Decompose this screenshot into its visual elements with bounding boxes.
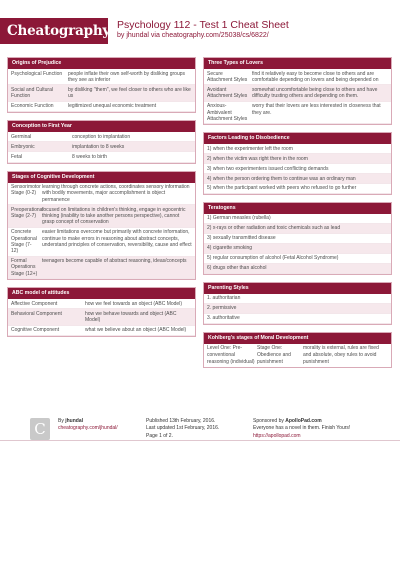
list-item: 1. authoritarian xyxy=(204,294,391,304)
row-key: Psychological Function xyxy=(11,70,63,77)
row-key: Preoperational Stage (2-7) xyxy=(11,206,44,219)
table xyxy=(204,69,391,124)
table-row xyxy=(8,205,195,228)
section-abc-model-of-attitudes xyxy=(7,287,196,337)
page-title: Psychology 112 - Test 1 Cheat Sheet xyxy=(117,19,289,31)
table-row xyxy=(8,152,195,162)
row-key: Social and Cultural Function xyxy=(11,86,53,100)
row-key: Secure Attachment Styles xyxy=(207,70,248,83)
row-value: how we behave towards and object (ABC Model) xyxy=(85,310,177,324)
updated-date: Last updated 1st February, 2016. xyxy=(146,425,220,432)
list-item: 4) cigarette smoking xyxy=(204,244,391,254)
section-cognitive-development xyxy=(7,171,196,281)
table-row xyxy=(8,299,195,309)
table-row xyxy=(204,69,391,85)
left-column xyxy=(7,57,196,344)
section-origins-of-prejudice xyxy=(7,57,196,113)
list-item: 2. permissive xyxy=(204,304,391,314)
section-title: Factors Leading to Disobedience xyxy=(204,133,391,144)
list-item: 5) regular consumption of alcohol (Fetal Alcohol Syndrome) xyxy=(204,254,391,264)
kohlberg-level: Level One: Pre-conventional reasoning (individual) xyxy=(207,345,255,366)
table xyxy=(8,132,195,163)
row-key: Sensorimotor Stage (0-2) xyxy=(11,184,41,197)
table-row xyxy=(204,102,391,125)
author-profile-link[interactable]: cheatography.com/jhundal/ xyxy=(58,425,118,432)
row-key: Avoidant Attachment Styles xyxy=(207,86,248,100)
row-value: how we feel towards an object (ABC Model) xyxy=(85,300,182,307)
author-name[interactable]: jhundal xyxy=(65,418,84,424)
table-row xyxy=(8,326,195,336)
kohlberg-description: morality is external, rules are fixed and absolute, obey rules to avoid punishment xyxy=(303,345,379,366)
sponsor-url-link[interactable]: https://apollopad.com xyxy=(253,432,301,439)
table-row xyxy=(8,183,195,206)
row-key: Formal Operations Stage (12+) xyxy=(11,258,38,277)
section-title: Stages of Cognitive Development xyxy=(8,172,195,183)
cheatography-logo[interactable]: Cheatography xyxy=(0,18,108,44)
page-number: Page 1 of 2. xyxy=(146,432,173,439)
section-title: Parenting Styles xyxy=(204,283,391,294)
table xyxy=(8,183,195,280)
section-title: Three Types of Lovers xyxy=(204,58,391,69)
kohlberg-row xyxy=(204,344,391,367)
author-line xyxy=(117,32,269,39)
table-row xyxy=(8,228,195,257)
list xyxy=(204,294,391,324)
table xyxy=(8,299,195,336)
section-teratogens xyxy=(203,202,392,275)
table-row xyxy=(8,142,195,152)
table-row xyxy=(8,102,195,112)
footer-sponsor xyxy=(253,418,350,440)
row-key: Affective Component xyxy=(11,300,58,307)
page-header xyxy=(0,0,400,52)
row-key: Concrete Operational Stage (7-12) xyxy=(11,229,37,254)
sponsor-tagline: Everyone has a novel in them. Finish Yours! xyxy=(253,425,351,432)
row-value: worry that their lovers are less interested in closeness that they are. xyxy=(252,103,381,116)
cheatography-footer-logo: C xyxy=(30,418,50,440)
list-item: 4) when the person ordering them to continue was an ordinary man xyxy=(204,174,391,184)
row-value: 8 weeks to birth xyxy=(72,153,108,160)
by-label: By xyxy=(58,418,64,424)
row-value: conception to implantation xyxy=(72,133,131,140)
table-row xyxy=(8,132,195,142)
sponsor-link[interactable]: ApolloPad.com xyxy=(285,418,322,424)
list xyxy=(204,144,391,194)
section-title: ABC model of attitudes xyxy=(8,288,195,299)
table-row xyxy=(8,309,195,325)
list xyxy=(204,214,391,274)
kohlberg-stage: Stage One: Obedience and punishment xyxy=(257,345,291,366)
row-value: focused on limitations in children's thinking, engage in egocentric thinking (inability to take another persons perspective), cannot grasp concept of conservation xyxy=(42,206,186,226)
list-item: 1) German measles (rubella) xyxy=(204,214,391,224)
right-column xyxy=(203,57,392,375)
section-title: Conception to First Year xyxy=(8,121,195,132)
table-row xyxy=(8,257,195,280)
section-title: Kohlberg's stages of Moral Development xyxy=(204,333,391,344)
table xyxy=(8,69,195,112)
table-row xyxy=(8,69,195,85)
row-value: learning through concrete actions, coordinates sensory information with bodily movements, major accomplishment is object permanence xyxy=(42,184,190,203)
table-row xyxy=(204,85,391,101)
row-value: teenagers become capable of abstract reasoning, ideas/concepts xyxy=(42,258,187,265)
footer-author xyxy=(58,418,118,433)
table-row xyxy=(8,85,195,101)
footer-publish-info xyxy=(146,418,219,440)
list-item: 1) when the experimenter left the room xyxy=(204,144,391,154)
cheatsheet-url-link[interactable]: cheatography.com/25038/cs/6822/ xyxy=(161,32,269,39)
row-value: people inflate their own self-worth by disliking groups they see as inferior xyxy=(68,70,186,83)
list-item: 3) sexually transmitted disease xyxy=(204,234,391,244)
list-item: 3. authoritative xyxy=(204,314,391,324)
row-value: what we believe about an object (ABC Model) xyxy=(85,327,187,334)
section-factors-disobedience xyxy=(203,132,392,195)
row-value: find it relatively easy to become close to others and are comfortable depending on lovers and being depended on xyxy=(252,70,379,83)
section-parenting-styles xyxy=(203,282,392,325)
section-title: Teratogens xyxy=(204,203,391,214)
row-key: Behavioral Component xyxy=(11,310,62,317)
row-value: legitimized unequal economic treatment xyxy=(68,103,157,110)
row-key: Cognitive Component xyxy=(11,327,60,334)
page-footer xyxy=(0,440,400,480)
author-link[interactable]: jhundal xyxy=(126,32,149,39)
section-kohlberg-moral-development xyxy=(203,332,392,368)
row-value: somewhat uncomfortable being close to others and have difficulty trusting others and depending on them. xyxy=(252,86,378,100)
row-value: by disliking "them", we feel closer to others who are like us xyxy=(68,86,191,100)
section-three-types-of-lovers xyxy=(203,57,392,125)
row-key: Economic Function xyxy=(11,103,54,110)
list-item: 2) x-rays or other radiation and toxic chemicals such as lead xyxy=(204,224,391,234)
via-label: via xyxy=(150,32,160,39)
section-title: Origins of Prejudice xyxy=(8,58,195,69)
row-key: Embryonic xyxy=(11,143,35,150)
list-item: 5) when the participant worked with peers who refused to go further xyxy=(204,184,391,194)
section-conception-to-first-year xyxy=(7,120,196,164)
row-key: Anxious-Ambivalent Attachment Styles xyxy=(207,103,248,122)
row-key: Fetal xyxy=(11,153,23,160)
published-date: Published 13th February, 2016. xyxy=(146,418,216,424)
sponsor-prefix: Sponsored by xyxy=(253,418,284,424)
row-key: Germinal xyxy=(11,133,32,140)
row-value: implantation to 8 weeks xyxy=(72,143,125,150)
row-value: easier limitations overcome but primarily with concrete information, continue to make errors in reasoning about abstract concepts, understand principles of conservation, reversibility, cause and effect xyxy=(42,229,192,248)
by-label: by xyxy=(117,32,125,39)
list-item: 3) when two experimenters issued conflicting demands xyxy=(204,164,391,174)
list-item: 6) drugs other than alcohol xyxy=(204,264,391,274)
list-item: 2) when the victim was right there in the room xyxy=(204,154,391,164)
